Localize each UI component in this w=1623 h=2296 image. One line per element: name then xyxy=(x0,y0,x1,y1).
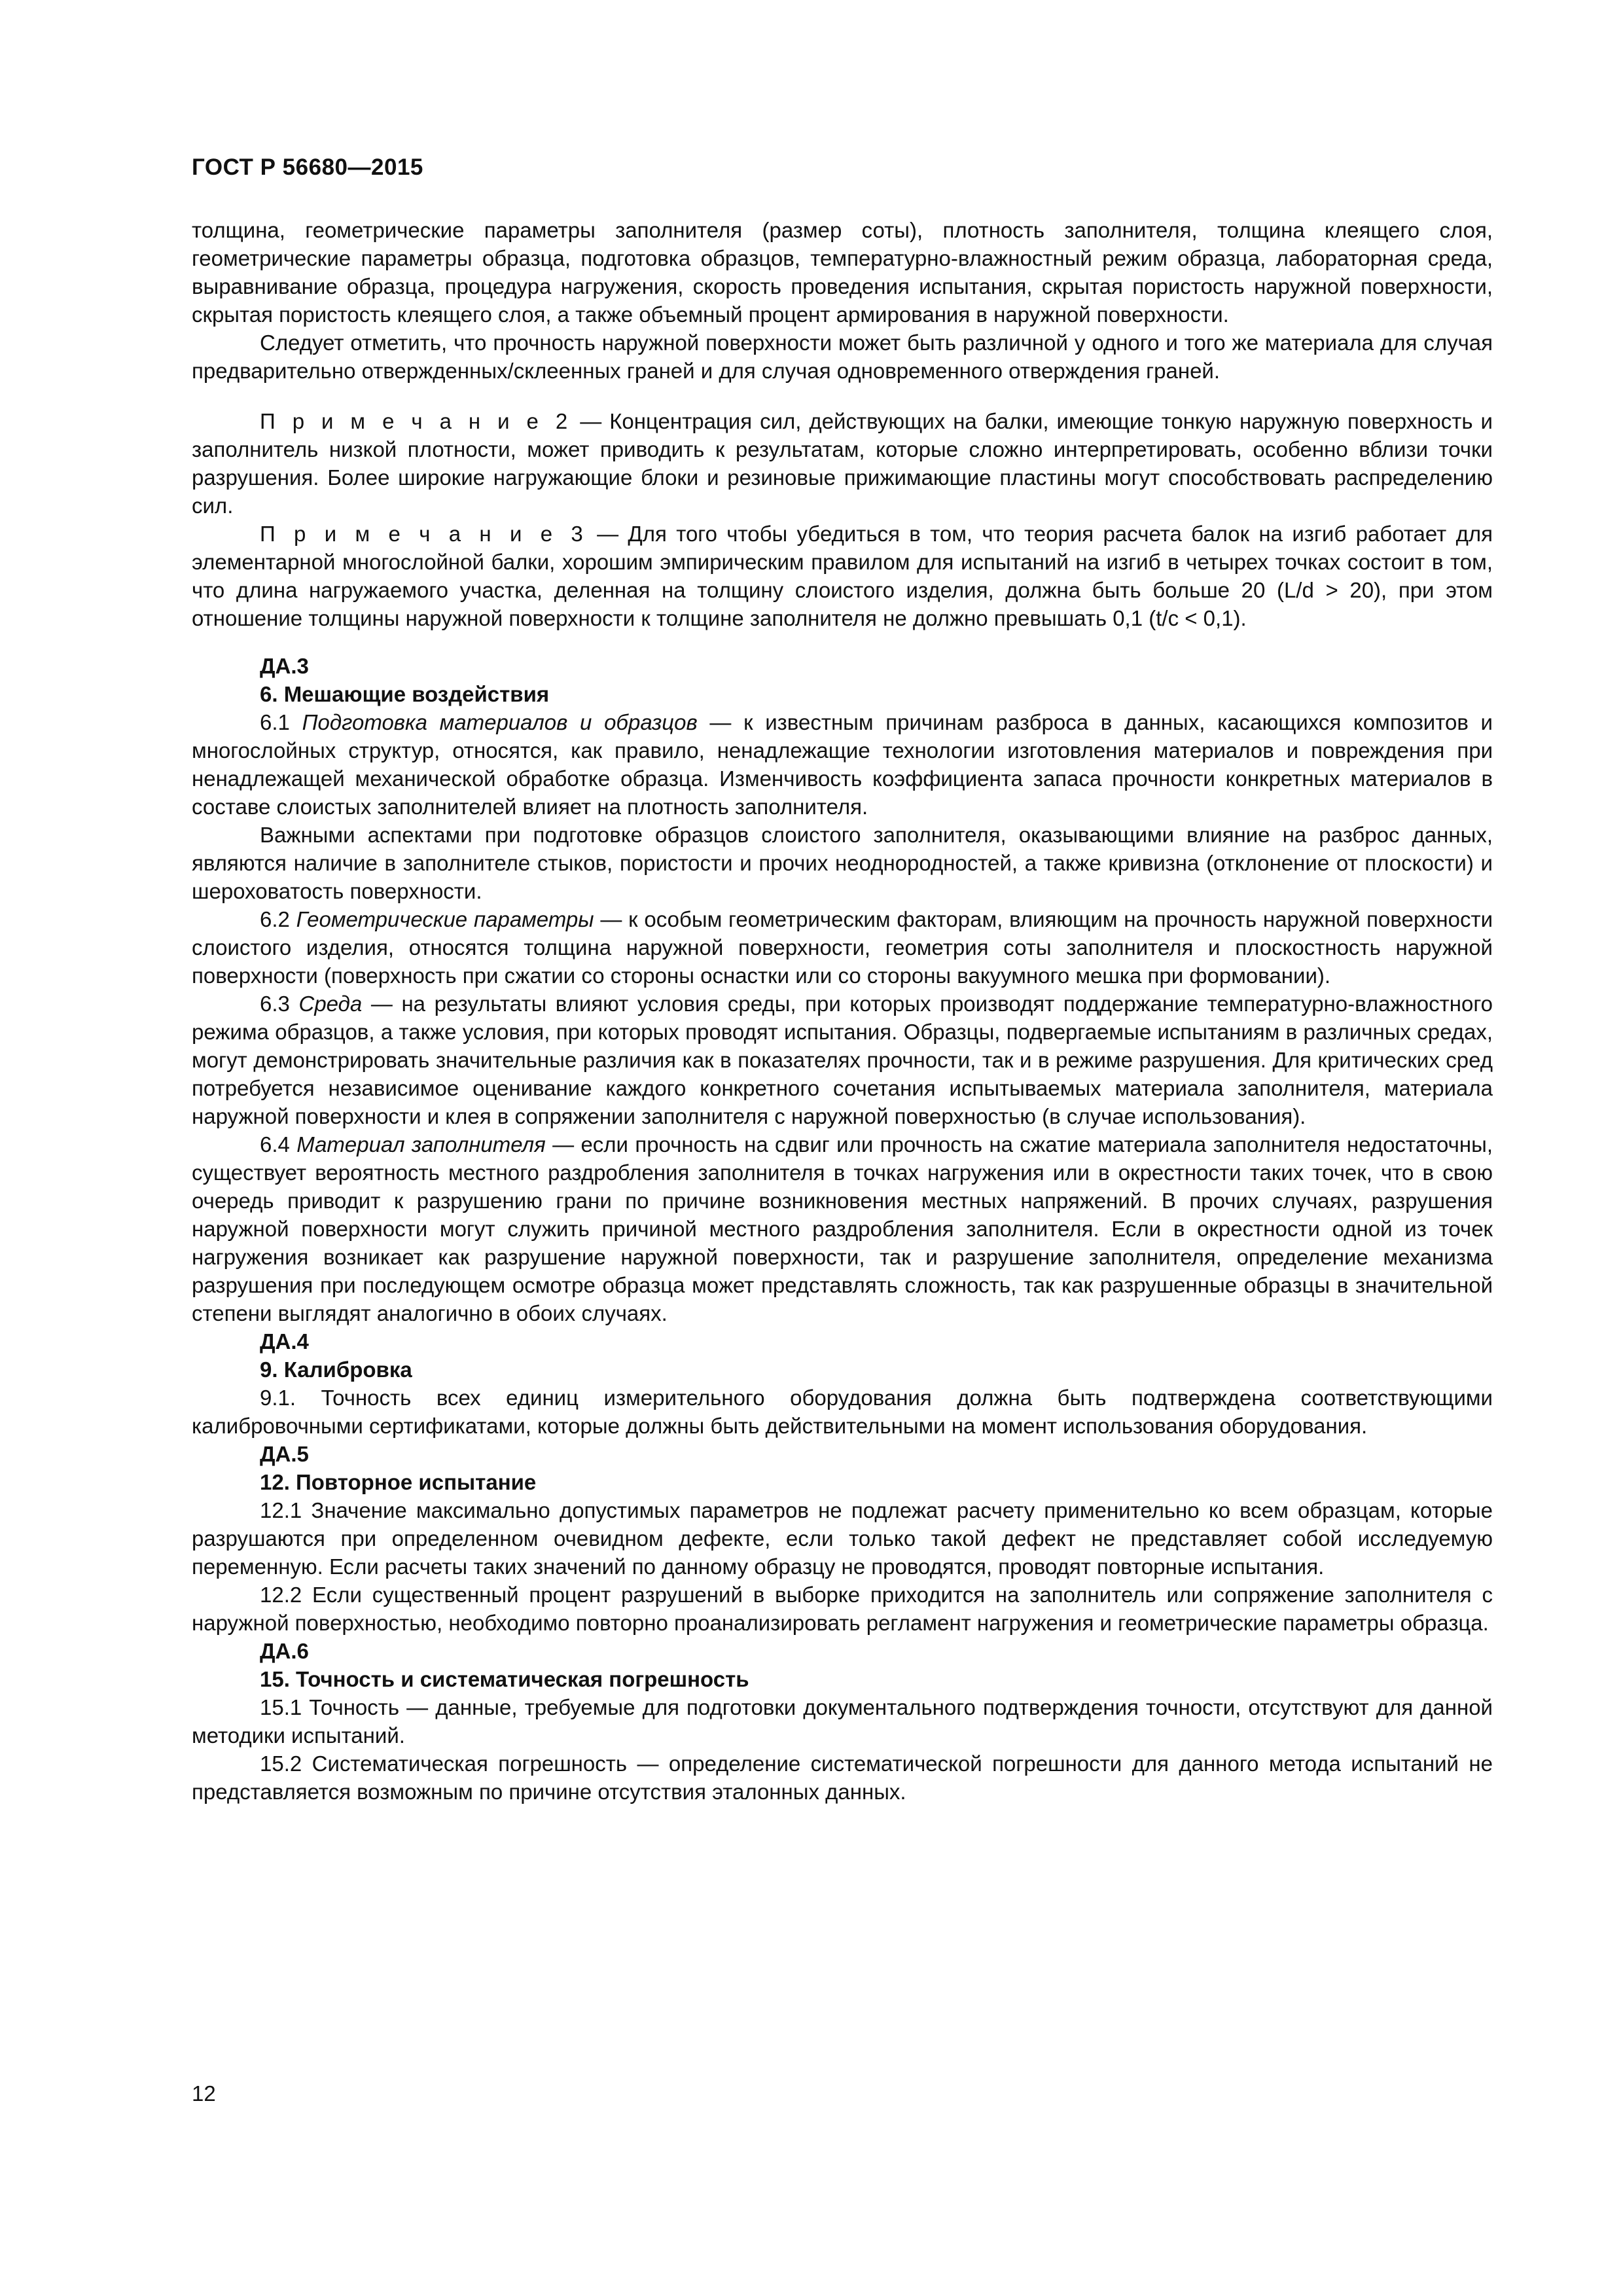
section-title: 12. Повторное испытание xyxy=(260,1470,537,1494)
note-label: П р и м е ч а н и е 3 xyxy=(260,522,588,546)
paragraph: толщина, геометрические параметры заполнителя (размер соты), плотность заполнителя, толщина клеящего слоя, геометрические параметры образца, подготовка образцов, температурно-влажностный режим образца, лабораторная среда, выравнивание образца, процедура нагружения, скорость проведения испытания, скрытая пористость наружной поверхности, скрытая пористость клеящего слоя, а также объемный процент армирования в наружной поверхности. xyxy=(192,218,1493,327)
paragraph: 9.1. Точность всех единиц измерительного оборудования должна быть подтверждена соответствующими калибровочными сертификатами, которые должны быть действительными на момент использования оборудования. xyxy=(192,1386,1493,1438)
note-2 xyxy=(192,407,1493,520)
section-title: 6. Мешающие воздействия xyxy=(260,682,550,706)
paragraph: 12.1 Значение максимально допустимых параметров не подлежат расчету применительно ко всем образцам, которые разрушаются при определенном очевидном дефекте, если только такой дефект не представляет собой исследуемую переменную. Если расчеты таких значений по данному образцу не проводятся, проводят повторные испытания. xyxy=(192,1498,1493,1579)
term: Геометрические параметры xyxy=(296,907,594,931)
section-id: ДА.3 xyxy=(260,654,309,678)
paragraph: 6.3 Среда — на результаты влияют условия среды, при которых производят поддержание температурно-влажностного режима образцов, а также условия, при которых проводят испытания. Образцы, подвергаемые испытаниям в различных средах, могут демонстрировать значительные различия как в показателях прочности, так и в режиме разрушения. Для критических сред потребуется независимое оценивание каждого конкретного сочетания испытываемых материала заполнителя, материала наружной поверхности и клея в сопряжении заполнителя с наружной поверхностью (в случае использования). xyxy=(192,992,1493,1128)
paragraph: 15.1 Точность — данные, требуемые для подготовки документального подтверждения точности, отсутствуют для данной методики испытаний. xyxy=(192,1695,1493,1748)
paragraph: 12.2 Если существенный процент разрушений в выборке приходится на заполнитель или сопряжение заполнителя с наружной поверхностью, необходимо повторно проанализировать регламент нагружения и геометрические параметры образца. xyxy=(192,1583,1493,1635)
paragraph: 6.2 Геометрические параметры — к особым геометрическим факторам, влияющим на прочность наружной поверхности слоистого изделия, относятся толщина наружной поверхности, геометрия соты заполнителя и плоскостность наружной поверхности (поверхность при сжатии со стороны оснастки или со стороны вакуумного мешка при формовании). xyxy=(192,907,1493,988)
term: Среда xyxy=(298,992,363,1016)
note-3 xyxy=(192,520,1493,632)
section-title: 9. Калибровка xyxy=(260,1357,412,1382)
section-id: ДА.4 xyxy=(260,1329,309,1354)
term: Подготовка материалов и образцов xyxy=(302,710,698,734)
note-text: — Концентрация сил, действующих на балки, имеющие тонкую наружную поверхность и заполнитель низкой плотности, может приводить к результатам, которые сложно интерпретировать, особенно вблизи точки разрушения. Более широкие нагружающие блоки и резиновые прижимающие пластины могут способствовать распределению сил. xyxy=(192,409,1493,518)
document-header: ГОСТ Р 56680—2015 xyxy=(192,154,423,180)
paragraph: 15.2 Систематическая погрешность — определение систематической погрешности для данного метода испытаний не представляется возможным по причине отсутствия эталонных данных. xyxy=(192,1751,1493,1804)
page-number: 12 xyxy=(192,2081,216,2106)
section-id: ДА.6 xyxy=(260,1639,309,1663)
note-text: — Для того чтобы убедиться в том, что теория расчета балок на изгиб работает для элементарной многослойной балки, хорошим эмпирическим правилом для испытаний на изгиб в четырех точках состоит в том, что длина нагружаемого участка, деленная на толщину слоистого изделия, должна быть больше 20 (L/d > 20), при этом отношение толщины наружной поверхности к толщине заполнителя не должно превышать 0,1 (t/c < 0,1). xyxy=(192,522,1493,630)
paragraph: 6.1 Подготовка материалов и образцов — к известным причинам разброса в данных, касающихся композитов и многослойных структур, относятся, как правило, ненадлежащие технологии изготовления материалов и повреждения при ненадлежащей механической обработке образца. Изменчивость коэффициента запаса прочности конкретных материалов в составе слоистых заполнителей влияет на плотность заполнителя. xyxy=(192,710,1493,819)
paragraph: Следует отметить, что прочность наружной поверхности может быть различной у одного и того же материала для случая предварительно отвержденных/склеенных граней и для случая одновременного отверждения граней. xyxy=(192,331,1493,383)
note-label: П р и м е ч а н и е 2 xyxy=(260,409,573,433)
paragraph: Важными аспектами при подготовке образцов слоистого заполнителя, оказывающими влияние на разброс данных, являются наличие в заполнителе стыков, пористости и прочих неоднородностей, а также кривизна (отклонение от плоскости) и шероховатость поверхности. xyxy=(192,823,1493,903)
section-title: 15. Точность и систематическая погрешность xyxy=(260,1667,749,1691)
document-body xyxy=(192,216,1493,1806)
paragraph: 6.4 Материал заполнителя — если прочность на сдвиг или прочность на сжатие материала заполнителя недостаточны, существует вероятность местного раздробления заполнителя в точках нагружения или в окрестности таких точек, что в свою очередь приводит к разрушению грани по причине возникновения местных напряжений. В прочих случаях, разрушения наружной поверхности могут служить причиной местного раздробления заполнителя. Если в окрестности одной из точек нагружения возникает как разрушение наружной поверхности, так и разрушение заполнителя, определение механизма разрушения при последующем осмотре образца может представлять сложность, так как разрушенные образцы в значительной степени выглядят аналогично в обоих случаях. xyxy=(192,1132,1493,1325)
section-id: ДА.5 xyxy=(260,1442,309,1466)
term: Материал заполнителя xyxy=(296,1132,546,1157)
